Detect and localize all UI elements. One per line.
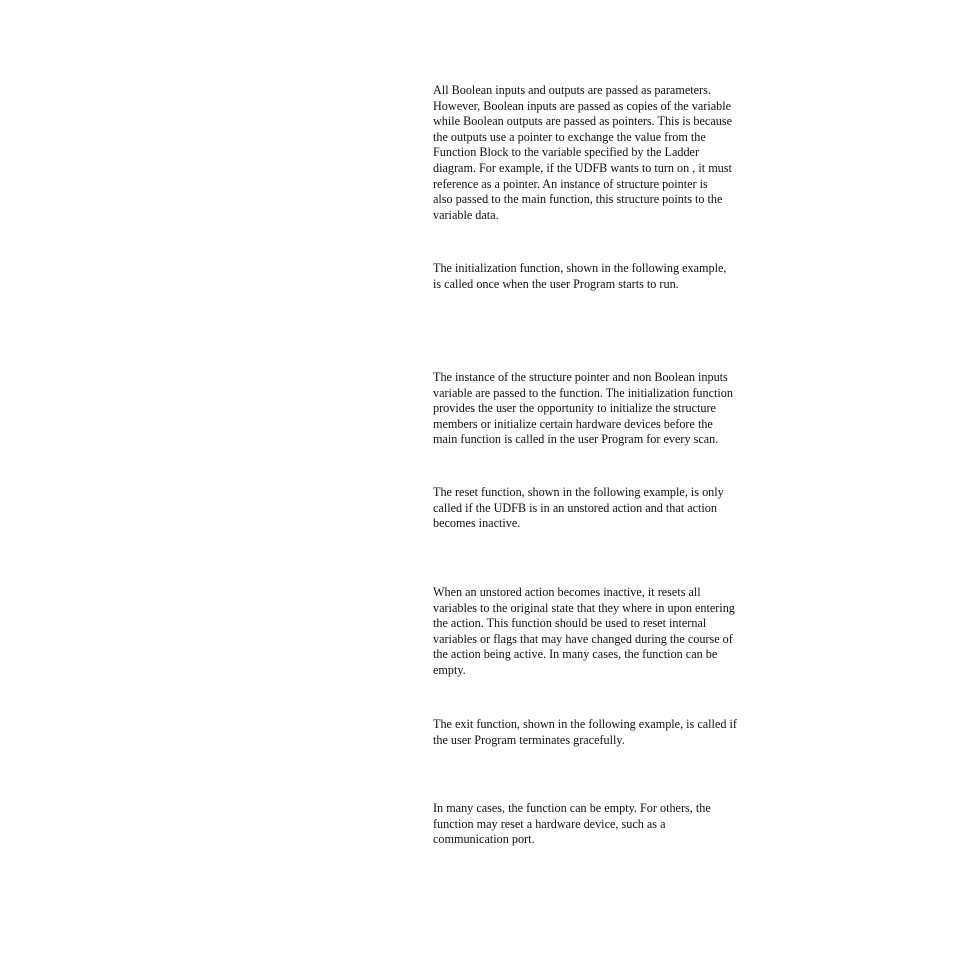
text-line: becomes inactive.	[433, 516, 521, 531]
text-line: also passed to the main function, this structure points to the	[433, 192, 723, 207]
text-line: The initialization function, shown in the following example,	[433, 261, 727, 275]
text-line: The instance of the structure pointer and non Boolean inputs	[433, 370, 728, 384]
text-line: In many cases, the function can be empty. For others, the	[433, 801, 711, 815]
text-line: the action. This function should be used to reset internal	[433, 616, 707, 631]
paragraph-boolean-parameters	[433, 83, 763, 223]
text-line: reference as a pointer. An instance of structure pointer is	[433, 176, 708, 191]
text-line: When an unstored action becomes inactive, it resets all	[433, 585, 701, 599]
text-line: while Boolean outputs are passed as pointers. This is because	[433, 114, 732, 129]
text-line: However, Boolean inputs are passed as copies of the variable	[433, 98, 732, 113]
text-line: provides the user the opportunity to initialize the structure	[433, 401, 716, 416]
text-line: the user Program terminates gracefully.	[433, 732, 625, 747]
text-line: the outputs use a pointer to exchange the value from the	[433, 129, 706, 144]
text-line: empty.	[433, 662, 466, 677]
text-line: variables or flags that may have changed during the course of	[433, 631, 733, 646]
paragraph-exit-details	[433, 801, 763, 848]
text-line: All Boolean inputs and outputs are passed as parameters.	[433, 83, 711, 97]
paragraph-initialization-function	[433, 261, 763, 292]
text-line: communication port.	[433, 832, 535, 847]
text-line: function may reset a hardware device, such as a	[433, 816, 666, 831]
text-line: variable data.	[433, 207, 499, 222]
paragraph-exit-function	[433, 717, 763, 748]
text-line: Function Block to the variable specified by the Ladder	[433, 145, 700, 160]
text-line: diagram. For example, if the UDFB wants to turn on , it must	[433, 160, 732, 175]
text-line: The exit function, shown in the following example, is called if	[433, 717, 737, 731]
text-line: is called once when the user Program starts to run.	[433, 276, 679, 291]
text-line: members or initialize certain hardware devices before the	[433, 416, 713, 431]
text-line: the action being active. In many cases, the function can be	[433, 647, 718, 662]
text-line: called if the UDFB is in an unstored action and that action	[433, 500, 717, 515]
paragraph-reset-function	[433, 485, 763, 532]
text-line: main function is called in the user Program for every scan.	[433, 432, 719, 447]
paragraph-unstored-action	[433, 585, 763, 679]
text-line: variable are passed to the function. The initialization function	[433, 385, 733, 400]
paragraph-structure-pointer	[433, 370, 763, 448]
text-line: The reset function, shown in the following example, is only	[433, 485, 724, 499]
text-line: variables to the original state that they where in upon entering	[433, 600, 735, 615]
